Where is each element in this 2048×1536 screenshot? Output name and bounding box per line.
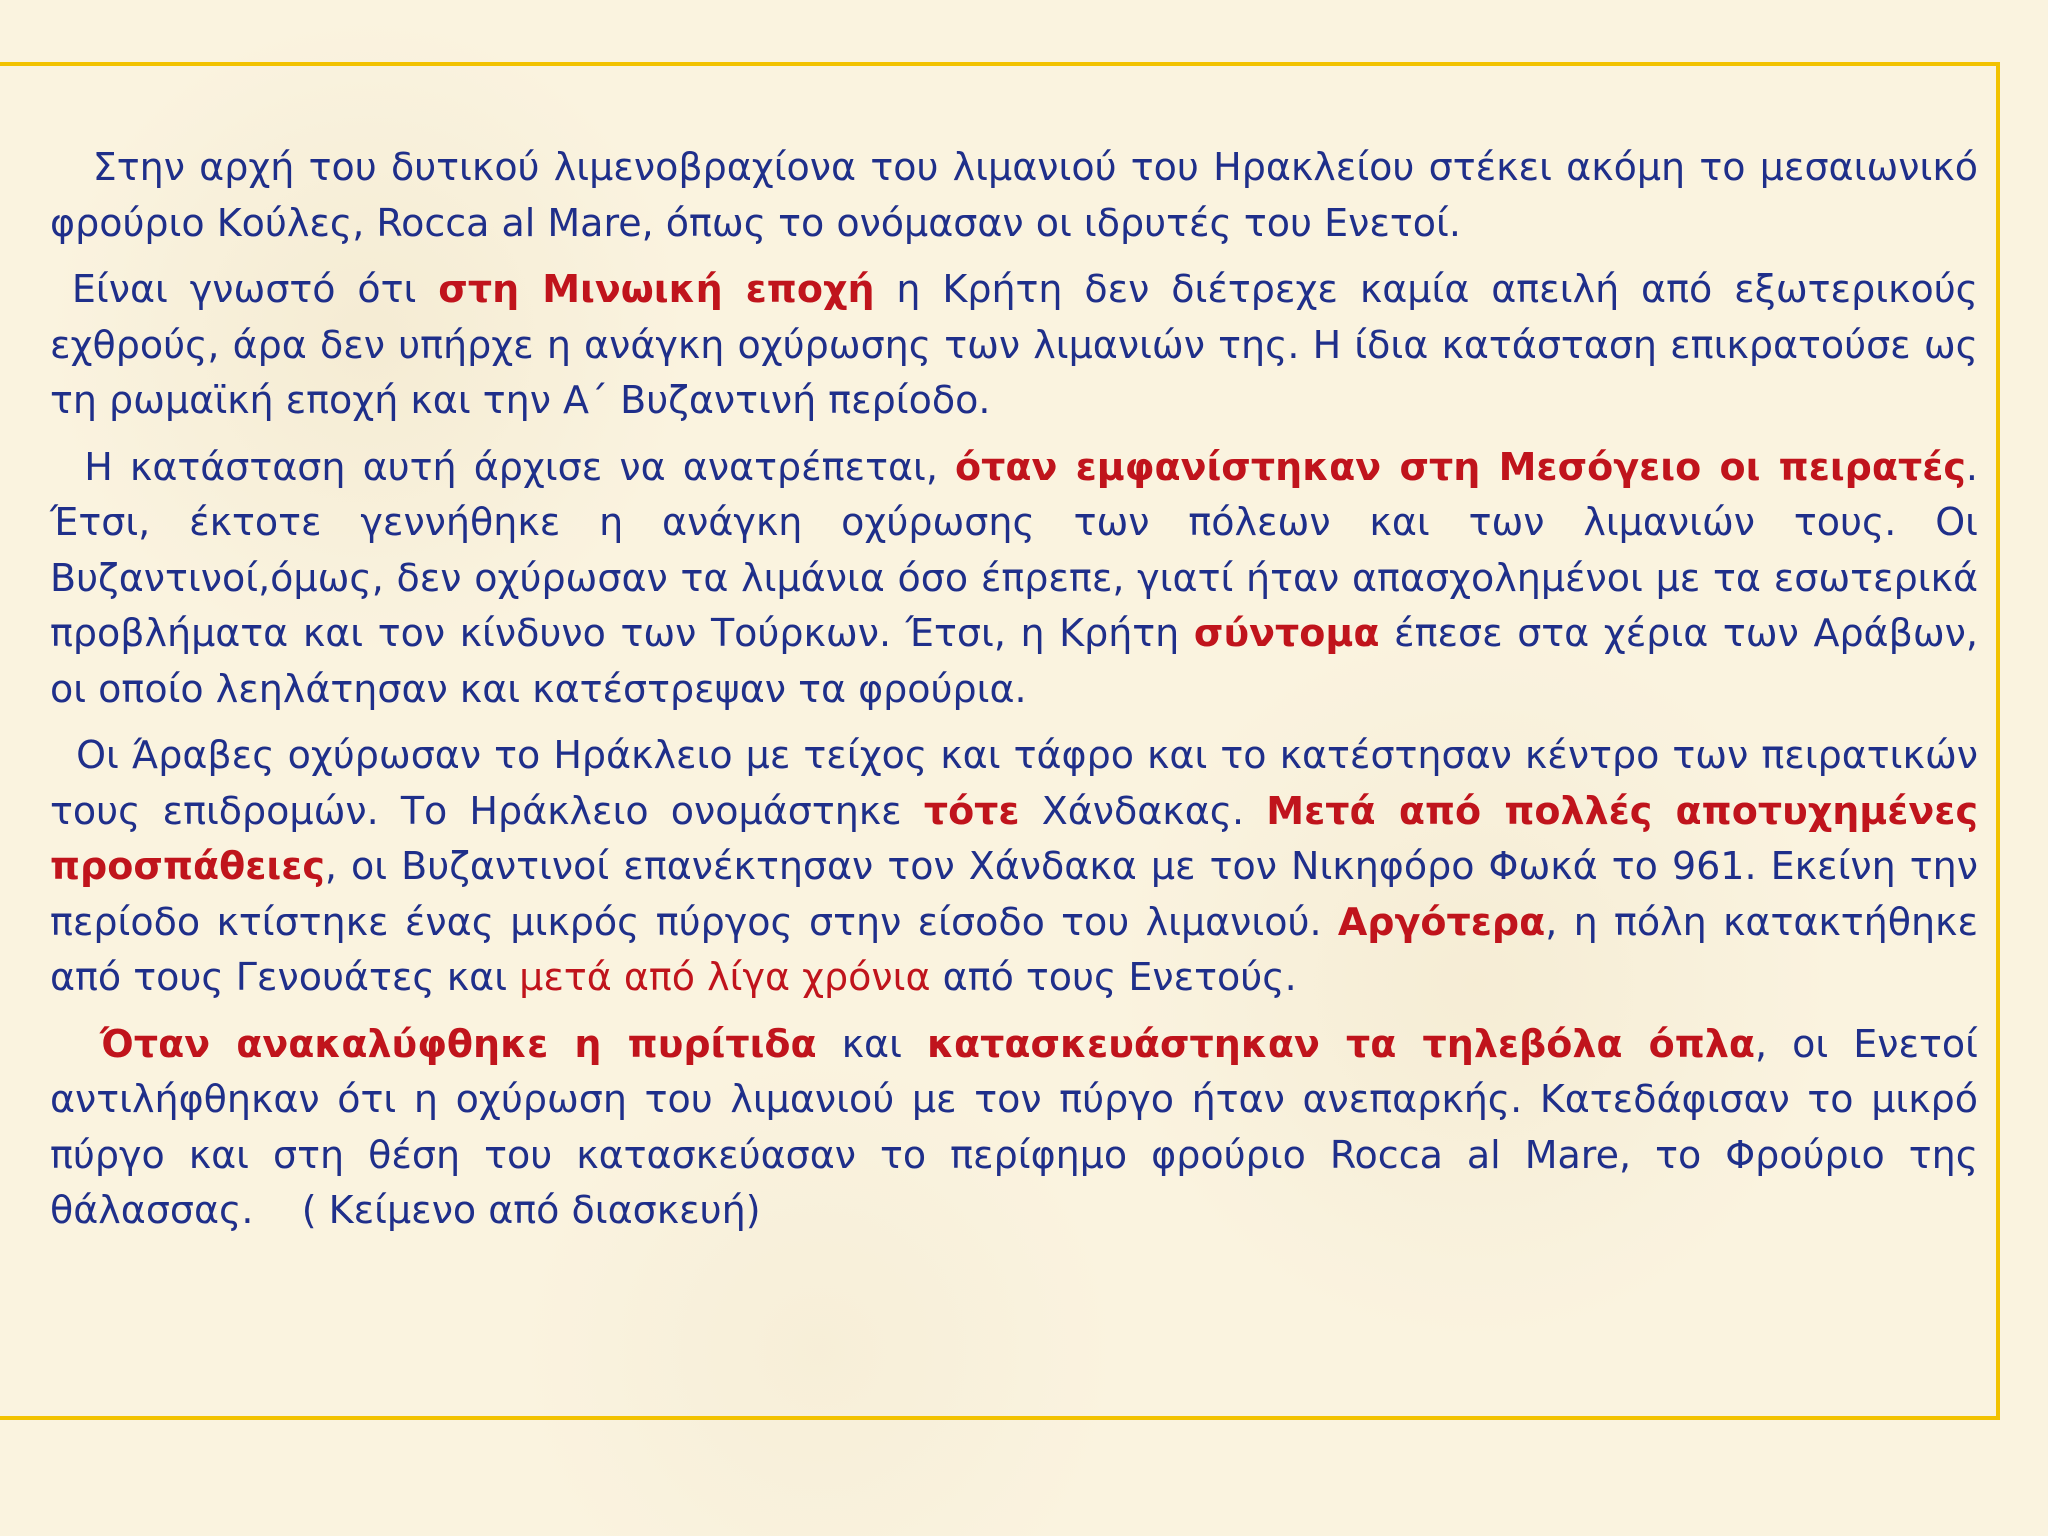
paragraph-4 [50,728,1992,1006]
paragraph-4-text: , η πόλη κατακτήθηκε από τους Γενουάτες και [50,899,1991,999]
highlight-few-years-later: μετά από λίγα χρόνια [519,955,931,999]
paragraph-5-text: και [816,1021,927,1066]
highlight-firearms: κατασκευάστηκαν τα τηλεβόλα όπλα [926,1021,1755,1066]
paragraph-2 [50,262,1991,429]
paragraph-4-text: Οι Άραβες οχύρωσαν το Ηράκλειο με τείχος και τάφρο και το κατέστησαν κέντρο των πειρατικών τους επιδρομών. Το Ηράκλειο ονομάστηκε [50,733,1991,833]
paragraph-5-text: , οι Ενετοί αντιλήφθηκαν ότι η οχύρωση του λιμανιού με τον πύργο ήταν ανεπαρκής. Κατεδάφισαν το μικρό πύργο και στη θέση του κατασκεύασαν το περίφημο φρούριο Rocca al Mare, το Φρούριο της θάλασσας. ( Κείμενο από διασκευή) [50,1021,1991,1232]
text-body [50,140,1992,1250]
paragraph-5 [50,1017,1991,1239]
paragraph-2-text: Είναι γνωστό ότι [50,267,439,311]
paragraph-1-text: Στην αρχή του δυτικού λιμενοβραχίονα του λιμανιού του Ηρακλείου στέκει ακόμη το μεσαιωνικό φρούριο Κούλες, Rocca al Mare, όπως το ονόμασαν οι ιδρυτές του Ενετοί. [50,145,1991,245]
paragraph-3 [50,440,1991,718]
highlight-gunpowder: Όταν ανακαλύφθηκε η πυρίτιδα [100,1021,817,1066]
highlight-pirates: όταν εμφανίστηκαν στη Μεσόγειο οι πειρατές [955,444,1966,489]
highlight-then: τότε [923,788,1020,833]
paragraph-4-text: , οι Βυζαντινοί επανέκτησαν τον Χάνδακα με τον Νικηφόρο Φωκά το 961. Εκείνη την περίοδο κτίστηκε ένας μικρός πύργος στην είσοδο του λιμανιού. [50,844,1991,944]
paragraph-1 [50,140,1991,251]
paragraph-5-text [50,1022,100,1066]
highlight-minoan-era: στη Μινωική εποχή [438,267,875,311]
paragraph-4-text: από τους Ενετούς. [930,955,1297,999]
highlight-soon: σύντομα [1193,611,1380,655]
paragraph-3-text: έπεσε στα χέρια των Αράβων, οι οποίο λεηλάτησαν και κατέστρεψαν τα φρούρια. [50,611,1991,711]
paragraph-4-text: Χάνδακας. [1019,788,1267,833]
paragraph-3-text: Η κατάσταση αυτή άρχισε να ανατρέπεται, [50,444,956,489]
paragraph-2-text: η Κρήτη δεν διέτρεχε καμία απειλή από εξωτερικούς εχθρούς, άρα δεν υπήρχε η ανάγκη οχύρωσης των λιμανιών της. Η ίδια κατάσταση επικρατούσε ως τη ρωμαϊκή εποχή και την Α΄ Βυζαντινή περίοδο. [50,267,1991,422]
highlight-failed-attempts: Μετά από πολλές αποτυχημένες προσπάθειες [50,788,1992,888]
highlight-later: Αργότερα [1337,899,1546,944]
paragraph-3-text: . Έτσι, έκτοτε γεννήθηκε η ανάγκη οχύρωσης των πόλεων και των λιμανιών τους. Οι Βυζαντινοί,όμως, δεν οχύρωσαν τα λιμάνια όσο έπρεπε, γιατί ήταν απασχολημένοι με τα εσωτερικά προβλήματα και τον κίνδυνο των Τούρκων. Έτσι, η Κρήτη [50,444,1991,655]
